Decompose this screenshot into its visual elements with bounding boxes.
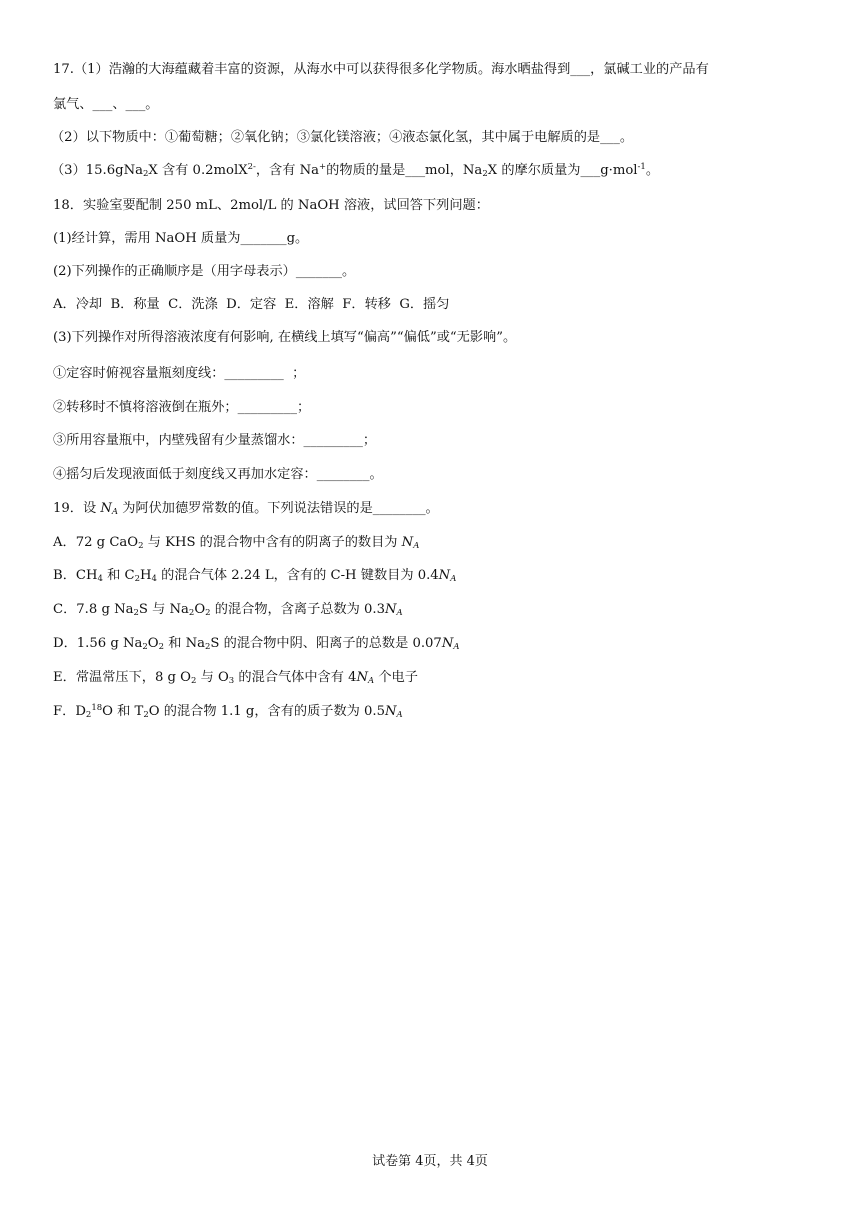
q18-intro: 18．实验室要配制 250 mL、2mol/L 的 NaOH 溶液，试回答下列问题： [53, 198, 489, 213]
q19-intro: 19．设 $N_A$ 为阿伏加德罗常数的值。下列说法错误的是________。 [53, 501, 439, 517]
q19-option-f: F．$D_2^{18}O$ 和 $T_2O$ 的混合物 1.1 g，含有的质子数为 $0.5N_A$ [53, 703, 403, 720]
q19-option-b: B．$CH_4$ 和 $C_2H_4$ 的混合气体 2.24 L，含有的 C-H 键数目为 $0.4N_A$ [53, 568, 457, 584]
q18-sub2: (2)下列操作的正确顺序是（用字母表示）_______。 [53, 264, 356, 279]
q17-line1: 17.（1）浩瀚的大海蕴藏着丰富的资源，从海水中可以获得很多化学物质。海水晒盐得到___，氯碱工业的产品有 [53, 62, 709, 77]
q18-sub3: (3)下列操作对所得溶液浓度有何影响, 在横线上填写“偏高”“偏低”或“无影响”。 [53, 330, 517, 345]
q18-options: A．冷却 B．称量 C．洗涤 D．定容 E．溶解 F．转移 G．摇匀 [53, 297, 450, 312]
q17-line2: 氯气、___、___。 [53, 97, 159, 112]
q18-sub1: (1)经计算，需用 NaOH 质量为_______g。 [53, 231, 309, 246]
q19-option-a: A．72 g CaO$_2$ 与 KHS 的混合物中含有的阴离子的数目为 $N_A$ [53, 535, 420, 551]
q19-option-c: C．7.8 g $Na_2S$ 与 $Na_2O_2$ 的混合物，含离子总数为 $0.3N_A$ [53, 602, 403, 618]
q18-item4: ④摇匀后发现液面低于刻度线又再加水定容：________。 [53, 467, 383, 482]
q17-part2: （2）以下物质中：①葡萄糖；②氧化钠；③氯化镁溶液；④液态氯化氢，其中属于电解质的是___。 [51, 130, 634, 145]
q18-item2: ②转移时不慎将溶液倒在瓶外；_________； [53, 400, 311, 415]
q18-item3: ③所用容量瓶中，内壁残留有少量蒸馏水：_________； [53, 433, 377, 448]
page-footer: 试卷第 4页，共 4页 [372, 1154, 488, 1169]
q19-option-d: D．1.56 g $Na_2O_2$ 和 $Na_2S$ 的混合物中阴、阳离子的总数是 $0.07N_A$ [53, 636, 460, 652]
q17-part3: （3）15.6gNa$_2$X 含有 0.2molX$^{2-}$，含有 Na+的物质的量是___mol，$Na_2X$ 的摩尔质量为___g·mol$^{-1}$。 [51, 162, 659, 179]
q19-option-e: E．常温常压下，8 g $O_2$ 与 $O_3$ 的混合气体中含有 $4N_A$ 个电子 [53, 670, 418, 686]
q18-item1: ①定容时俯视容量瓶刻度线：_________ ； [53, 366, 306, 381]
